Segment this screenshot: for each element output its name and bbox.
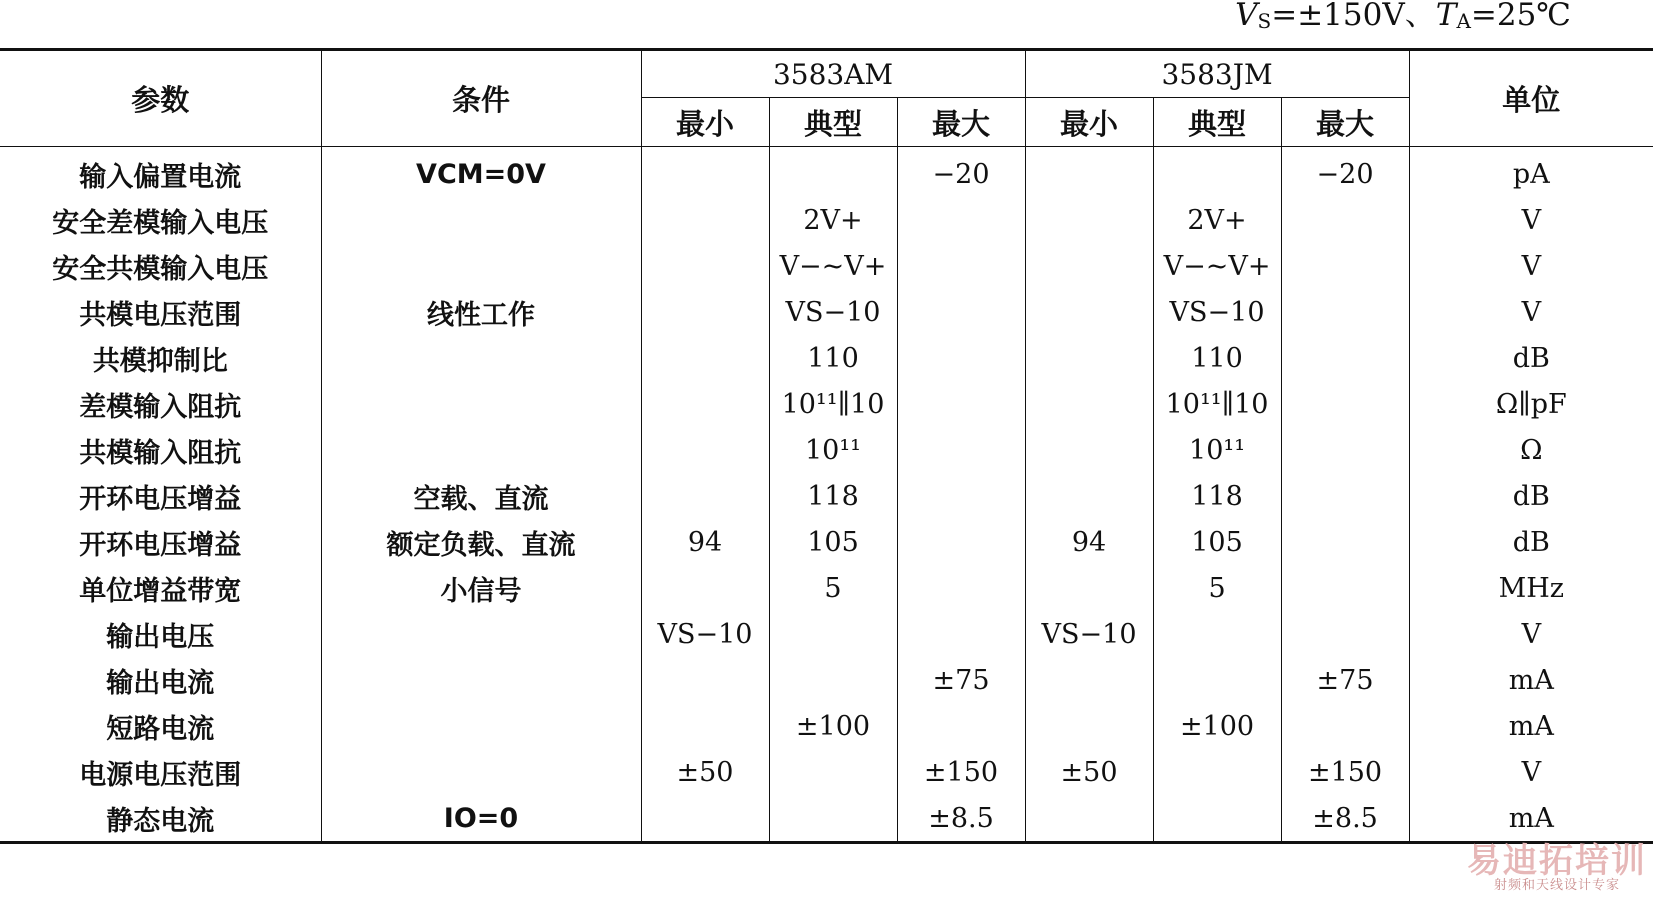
- am-min-value: [641, 657, 769, 703]
- jm-typ-value: [1153, 611, 1281, 657]
- spec-table: [0, 48, 1653, 844]
- am-max-value: [897, 197, 1025, 243]
- param-name: 单位增益带宽: [79, 575, 242, 607]
- jm-max-value: [1281, 197, 1409, 243]
- jm-max-value: [1281, 243, 1409, 289]
- param-name: 输入偏置电流: [79, 161, 242, 193]
- jm-typ-value: [1153, 795, 1281, 843]
- jm-max-value: [1281, 565, 1409, 611]
- ta-symbol: T: [1435, 0, 1457, 33]
- condition: [321, 611, 641, 657]
- jm-typ-value: 118: [1153, 473, 1281, 519]
- am-max-value: [897, 289, 1025, 335]
- jm-typ-value: V−~V+: [1153, 243, 1281, 289]
- jm-min-value: VS−10: [1025, 611, 1153, 657]
- header-group-3583am: 3583AM: [641, 50, 1025, 98]
- table-row: [0, 519, 1653, 565]
- jm-max-value: −20: [1281, 147, 1409, 198]
- header-unit: 单位: [1409, 50, 1653, 147]
- unit-value: V: [1409, 243, 1653, 289]
- am-typ-value: 105: [769, 519, 897, 565]
- am-max-value: [897, 381, 1025, 427]
- unit-value: dB: [1409, 335, 1653, 381]
- am-max-value: [897, 703, 1025, 749]
- am-max-value: ±150: [897, 749, 1025, 795]
- table-row: [0, 749, 1653, 795]
- am-typ-value: [769, 147, 897, 198]
- param-name: 安全差模输入电压: [52, 207, 269, 239]
- jm-typ-value: 10¹¹: [1153, 427, 1281, 473]
- condition: 小信号: [321, 565, 641, 611]
- am-min-value: [641, 565, 769, 611]
- am-min-value: [641, 289, 769, 335]
- jm-typ-value: 105: [1153, 519, 1281, 565]
- am-typ-value: VS−10: [769, 289, 897, 335]
- unit-value: dB: [1409, 519, 1653, 565]
- param-name: 输出电压: [106, 621, 215, 653]
- unit-value: mA: [1409, 657, 1653, 703]
- am-max-value: [897, 519, 1025, 565]
- jm-min-value: [1025, 703, 1153, 749]
- param-name: 开环电压增益: [79, 529, 242, 561]
- jm-min-value: [1025, 197, 1153, 243]
- am-max-value: [897, 335, 1025, 381]
- jm-typ-value: [1153, 147, 1281, 198]
- table-row: [0, 565, 1653, 611]
- unit-value: V: [1409, 749, 1653, 795]
- table-row: [0, 381, 1653, 427]
- table-row: [0, 427, 1653, 473]
- am-min-value: VS−10: [641, 611, 769, 657]
- jm-max-value: [1281, 611, 1409, 657]
- param-name: 电源电压范围: [79, 759, 242, 791]
- jm-min-value: [1025, 795, 1153, 843]
- table-row: [0, 335, 1653, 381]
- am-min-value: [641, 381, 769, 427]
- jm-max-value: [1281, 473, 1409, 519]
- am-typ-value: ±100: [769, 703, 897, 749]
- am-min-value: [641, 243, 769, 289]
- am-typ-value: [769, 611, 897, 657]
- jm-max-value: [1281, 519, 1409, 565]
- jm-typ-value: ±100: [1153, 703, 1281, 749]
- param-name: 短路电流: [106, 713, 215, 745]
- am-typ-value: V−~V+: [769, 243, 897, 289]
- header-condition: 条件: [321, 50, 641, 147]
- watermark-logo: [1467, 843, 1647, 893]
- table-row: [0, 611, 1653, 657]
- am-min-value: [641, 473, 769, 519]
- table-row: [0, 657, 1653, 703]
- unit-value: Ω∥pF: [1409, 381, 1653, 427]
- jm-min-value: 94: [1025, 519, 1153, 565]
- jm-min-value: [1025, 473, 1153, 519]
- am-typ-value: 10¹¹: [769, 427, 897, 473]
- am-max-value: [897, 611, 1025, 657]
- unit-value: MHz: [1409, 565, 1653, 611]
- test-condition-note: [1235, 0, 1571, 36]
- param-name: 静态电流: [106, 805, 215, 837]
- am-max-value: ±75: [897, 657, 1025, 703]
- watermark-tagline: 射频和天线设计专家: [1493, 878, 1620, 893]
- jm-typ-value: 2V+: [1153, 197, 1281, 243]
- jm-max-value: ±75: [1281, 657, 1409, 703]
- condition: [321, 243, 641, 289]
- am-min-value: [641, 703, 769, 749]
- jm-max-value: ±8.5: [1281, 795, 1409, 843]
- jm-min-value: [1025, 657, 1153, 703]
- jm-max-value: [1281, 427, 1409, 473]
- ta-subscript: A: [1456, 9, 1471, 33]
- header-jm-min: 最小: [1025, 98, 1153, 147]
- param-name: 安全共模输入电压: [52, 253, 269, 285]
- am-min-value: 94: [641, 519, 769, 565]
- jm-min-value: ±50: [1025, 749, 1153, 795]
- header-param: 参数: [0, 50, 321, 147]
- am-min-value: [641, 335, 769, 381]
- watermark-name: 易迪拓培训: [1467, 841, 1647, 881]
- jm-min-value: [1025, 243, 1153, 289]
- jm-min-value: [1025, 335, 1153, 381]
- header-am-min: 最小: [641, 98, 769, 147]
- jm-typ-value: 110: [1153, 335, 1281, 381]
- am-typ-value: [769, 749, 897, 795]
- jm-max-value: [1281, 381, 1409, 427]
- param-name: 差模输入阻抗: [79, 391, 242, 423]
- am-max-value: [897, 427, 1025, 473]
- ta-value: =25℃: [1470, 0, 1571, 33]
- table-row: [0, 795, 1653, 843]
- am-typ-value: 110: [769, 335, 897, 381]
- jm-max-value: [1281, 703, 1409, 749]
- am-min-value: ±50: [641, 749, 769, 795]
- jm-typ-value: [1153, 749, 1281, 795]
- condition: [321, 197, 641, 243]
- am-max-value: −20: [897, 147, 1025, 198]
- unit-value: pA: [1409, 147, 1653, 198]
- am-min-value: [641, 197, 769, 243]
- jm-min-value: [1025, 565, 1153, 611]
- table-row: [0, 197, 1653, 243]
- jm-typ-value: 5: [1153, 565, 1281, 611]
- am-typ-value: [769, 795, 897, 843]
- unit-value: V: [1409, 611, 1653, 657]
- param-name: 共模电压范围: [79, 299, 242, 331]
- condition: 线性工作: [321, 289, 641, 335]
- condition: [321, 381, 641, 427]
- am-min-value: [641, 147, 769, 198]
- jm-typ-value: [1153, 657, 1281, 703]
- jm-min-value: [1025, 427, 1153, 473]
- unit-value: mA: [1409, 795, 1653, 843]
- param-name: 输出电流: [106, 667, 215, 699]
- condition: [321, 335, 641, 381]
- table-row: [0, 147, 1653, 198]
- param-name: 共模输入阻抗: [79, 437, 242, 469]
- unit-value: dB: [1409, 473, 1653, 519]
- header-am-max: 最大: [897, 98, 1025, 147]
- table-row: [0, 289, 1653, 335]
- jm-typ-value: 10¹¹∥10: [1153, 381, 1281, 427]
- vs-value: =±150V、: [1271, 0, 1436, 33]
- condition: [321, 657, 641, 703]
- condition: 空载、直流: [321, 473, 641, 519]
- condition: [321, 703, 641, 749]
- header-row: [0, 50, 1653, 98]
- condition: [321, 749, 641, 795]
- header-jm-max: 最大: [1281, 98, 1409, 147]
- header-jm-typ: 典型: [1153, 98, 1281, 147]
- jm-min-value: [1025, 289, 1153, 335]
- vs-symbol: V: [1235, 0, 1258, 33]
- am-typ-value: [769, 657, 897, 703]
- unit-value: V: [1409, 197, 1653, 243]
- unit-value: mA: [1409, 703, 1653, 749]
- am-max-value: [897, 473, 1025, 519]
- condition: [321, 427, 641, 473]
- header-group-3583jm: 3583JM: [1025, 50, 1409, 98]
- jm-max-value: [1281, 335, 1409, 381]
- unit-value: V: [1409, 289, 1653, 335]
- am-typ-value: 2V+: [769, 197, 897, 243]
- table-row: [0, 703, 1653, 749]
- jm-min-value: [1025, 147, 1153, 198]
- am-max-value: ±8.5: [897, 795, 1025, 843]
- jm-max-value: [1281, 289, 1409, 335]
- param-name: 共模抑制比: [92, 345, 228, 377]
- unit-value: Ω: [1409, 427, 1653, 473]
- am-min-value: [641, 427, 769, 473]
- am-typ-value: 10¹¹∥10: [769, 381, 897, 427]
- am-typ-value: 5: [769, 565, 897, 611]
- jm-typ-value: VS−10: [1153, 289, 1281, 335]
- table-row: [0, 243, 1653, 289]
- header-am-typ: 典型: [769, 98, 897, 147]
- am-min-value: [641, 795, 769, 843]
- table-row: [0, 473, 1653, 519]
- condition: 额定负载、直流: [321, 519, 641, 565]
- condition: VCM=0V: [321, 147, 641, 198]
- jm-min-value: [1025, 381, 1153, 427]
- am-max-value: [897, 243, 1025, 289]
- am-typ-value: 118: [769, 473, 897, 519]
- vs-subscript: S: [1257, 9, 1272, 33]
- jm-max-value: ±150: [1281, 749, 1409, 795]
- am-max-value: [897, 565, 1025, 611]
- condition: IO=0: [321, 795, 641, 843]
- param-name: 开环电压增益: [79, 483, 242, 515]
